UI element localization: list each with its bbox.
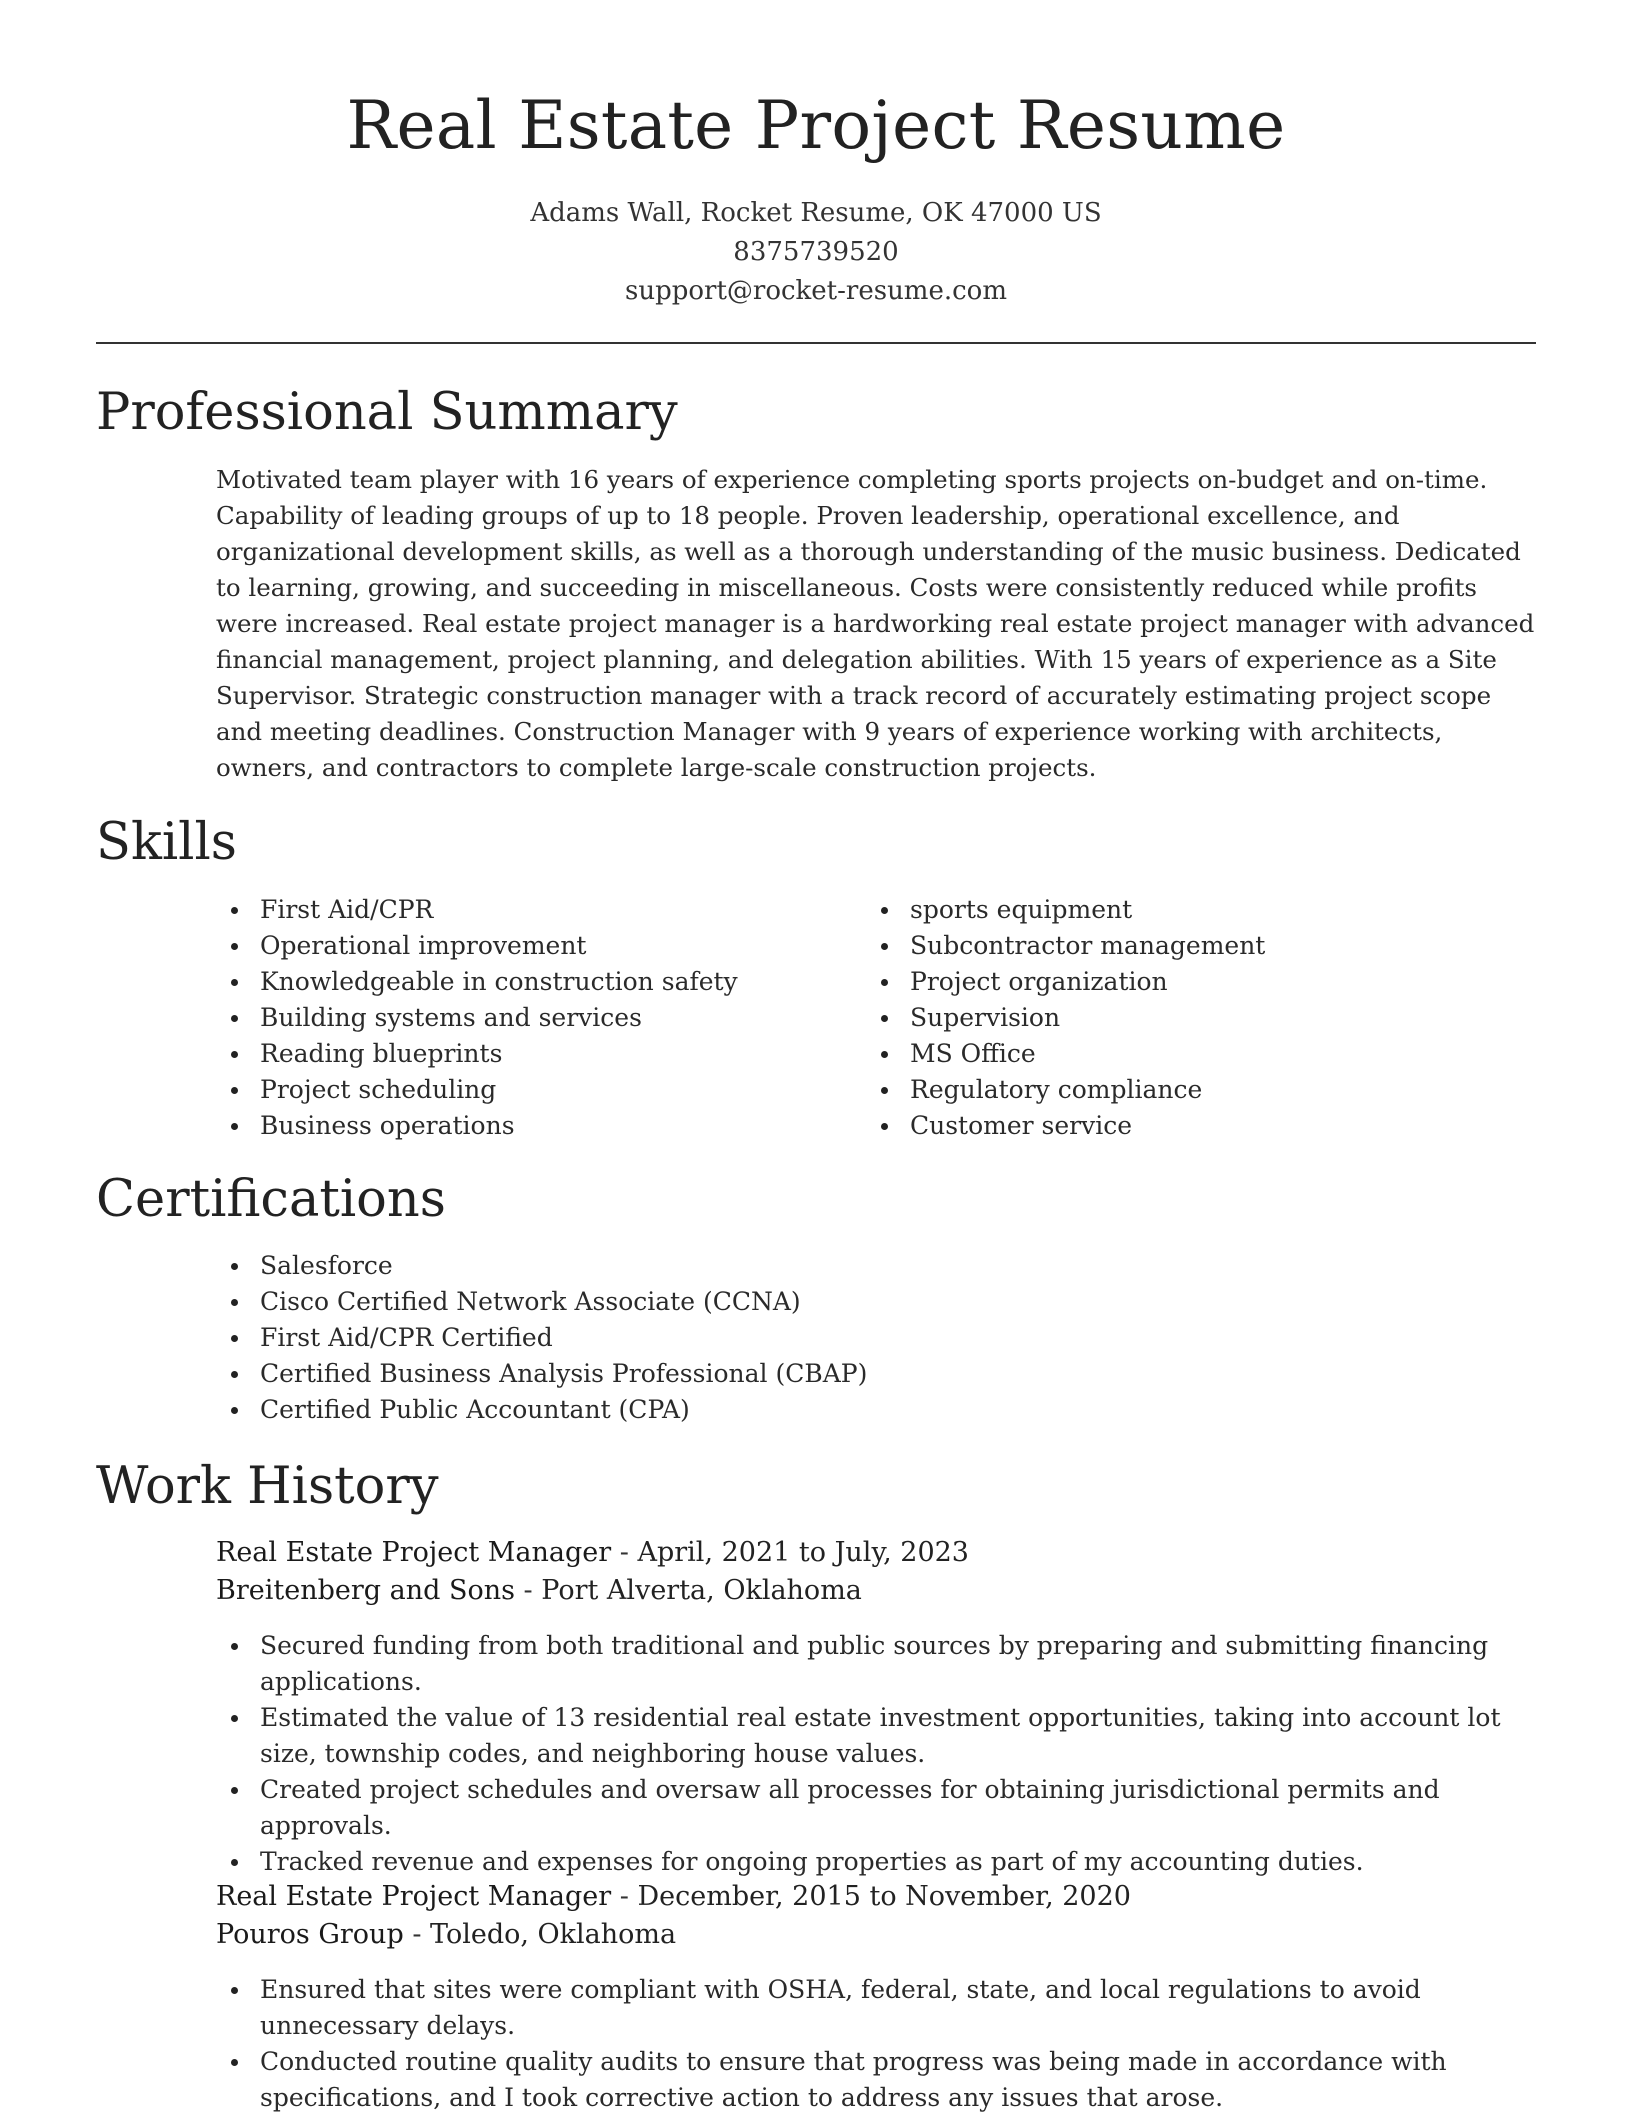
job-1-dates: April, 2021 to July, 2023 xyxy=(637,1537,969,1568)
contact-email: support@rocket-resume.com xyxy=(624,276,1007,306)
section-title-summary: Professional Summary xyxy=(96,383,678,442)
certification-item: Salesforce xyxy=(216,1248,1536,1284)
job-2-company-separator: - xyxy=(403,1919,431,1950)
job-2-title-line xyxy=(216,1878,1541,1916)
skill-item: sports equipment xyxy=(866,892,1536,928)
job-1-location: Port Alverta, Oklahoma xyxy=(541,1575,862,1606)
skill-item: Regulatory compliance xyxy=(866,1072,1536,1108)
job-2-separator: - xyxy=(611,1881,638,1912)
header-divider xyxy=(96,342,1536,344)
skill-item: Reading blueprints xyxy=(216,1036,836,1072)
job-1-title-line xyxy=(216,1534,1541,1572)
job-duty-item: Created project schedules and oversaw all processes for obtaining jurisdictional permits and approvals. xyxy=(216,1772,1541,1844)
certification-item: Certified Business Analysis Professional (CBAP) xyxy=(216,1356,1536,1392)
skill-item: Business operations xyxy=(216,1108,836,1144)
section-title-certifications: Certifications xyxy=(96,1170,446,1229)
job-1-duties xyxy=(216,1628,1541,1880)
skills-column-left xyxy=(216,892,836,1144)
summary-text: Motivated team player with 16 years of experience completing sports projects on-budget and on-time. Capability of leading groups of up to 18 people. Proven leadership, operational excellence, and organizational development skills, as well as a thorough understanding of the music business. Dedicated to learning, growing, and succeeding in miscellaneous. Costs were consistently reduced while profits were increased. Real estate project manager is a hardworking real estate project manager with advanced financial management, project planning, and delegation abilities. With 15 years of experience as a Site Supervisor. Strategic construction manager with a track record of accurately estimating project scope and meeting deadlines. Construction Manager with 9 years of experience working with architects, owners, and contractors to complete large-scale construction projects. xyxy=(216,465,1535,782)
certification-item: Cisco Certified Network Associate (CCNA) xyxy=(216,1284,1536,1320)
section-title-skills: Skills xyxy=(96,813,237,872)
resume-header xyxy=(0,0,1632,311)
skill-item: Building systems and services xyxy=(216,1000,836,1036)
certification-item: Certified Public Accountant (CPA) xyxy=(216,1392,1536,1428)
job-1-company-line xyxy=(216,1572,1541,1610)
job-2-company-line xyxy=(216,1916,1541,1954)
job-2-company: Pouros Group xyxy=(216,1919,404,1950)
job-duty-item: Estimated the value of 13 residential real estate investment opportunities, taking into account lot size, township codes, and neighboring house values. xyxy=(216,1700,1541,1772)
contact-phone: 8375739520 xyxy=(733,237,899,267)
skill-item: Subcontractor management xyxy=(866,928,1536,964)
job-1-separator: - xyxy=(611,1537,638,1568)
job-2-role: Real Estate Project Manager xyxy=(216,1881,612,1912)
job-duty-item: Ensured that sites were compliant with OSHA, federal, state, and local regulations to avoid unnecessary delays. xyxy=(216,1972,1541,2044)
skill-item: Customer service xyxy=(866,1108,1536,1144)
job-1-role: Real Estate Project Manager xyxy=(216,1537,612,1568)
job-2-dates: December, 2015 to November, 2020 xyxy=(637,1881,1131,1912)
job-duty-item: Secured funding from both traditional and public sources by preparing and submitting financing applications. xyxy=(216,1628,1541,1700)
job-2-location: Toledo, Oklahoma xyxy=(430,1919,677,1950)
skill-item: Supervision xyxy=(866,1000,1536,1036)
job-duty-item: Tracked revenue and expenses for ongoing properties as part of my accounting duties. xyxy=(216,1844,1541,1880)
skill-item: First Aid/CPR xyxy=(216,892,836,928)
job-duty-item: Conducted routine quality audits to ensure that progress was being made in accordance with specifications, and I took corrective action to address any issues that arose. xyxy=(216,2044,1541,2116)
skills-column-right xyxy=(866,892,1536,1144)
skill-item: MS Office xyxy=(866,1036,1536,1072)
skill-item: Project organization xyxy=(866,964,1536,1000)
skill-item: Knowledgeable in construction safety xyxy=(216,964,836,1000)
resume-title: Real Estate Project Resume xyxy=(346,87,1286,164)
skill-item: Operational improvement xyxy=(216,928,836,964)
job-1-company: Breitenberg and Sons xyxy=(216,1575,515,1606)
certifications-list xyxy=(216,1248,1536,1428)
job-1-company-separator: - xyxy=(514,1575,542,1606)
section-title-work-history: Work History xyxy=(96,1457,439,1516)
job-2-duties xyxy=(216,1972,1541,2116)
contact-address: Adams Wall, Rocket Resume, OK 47000 US xyxy=(530,198,1102,228)
contact-info xyxy=(0,194,1632,311)
certification-item: First Aid/CPR Certified xyxy=(216,1320,1536,1356)
skill-item: Project scheduling xyxy=(216,1072,836,1108)
